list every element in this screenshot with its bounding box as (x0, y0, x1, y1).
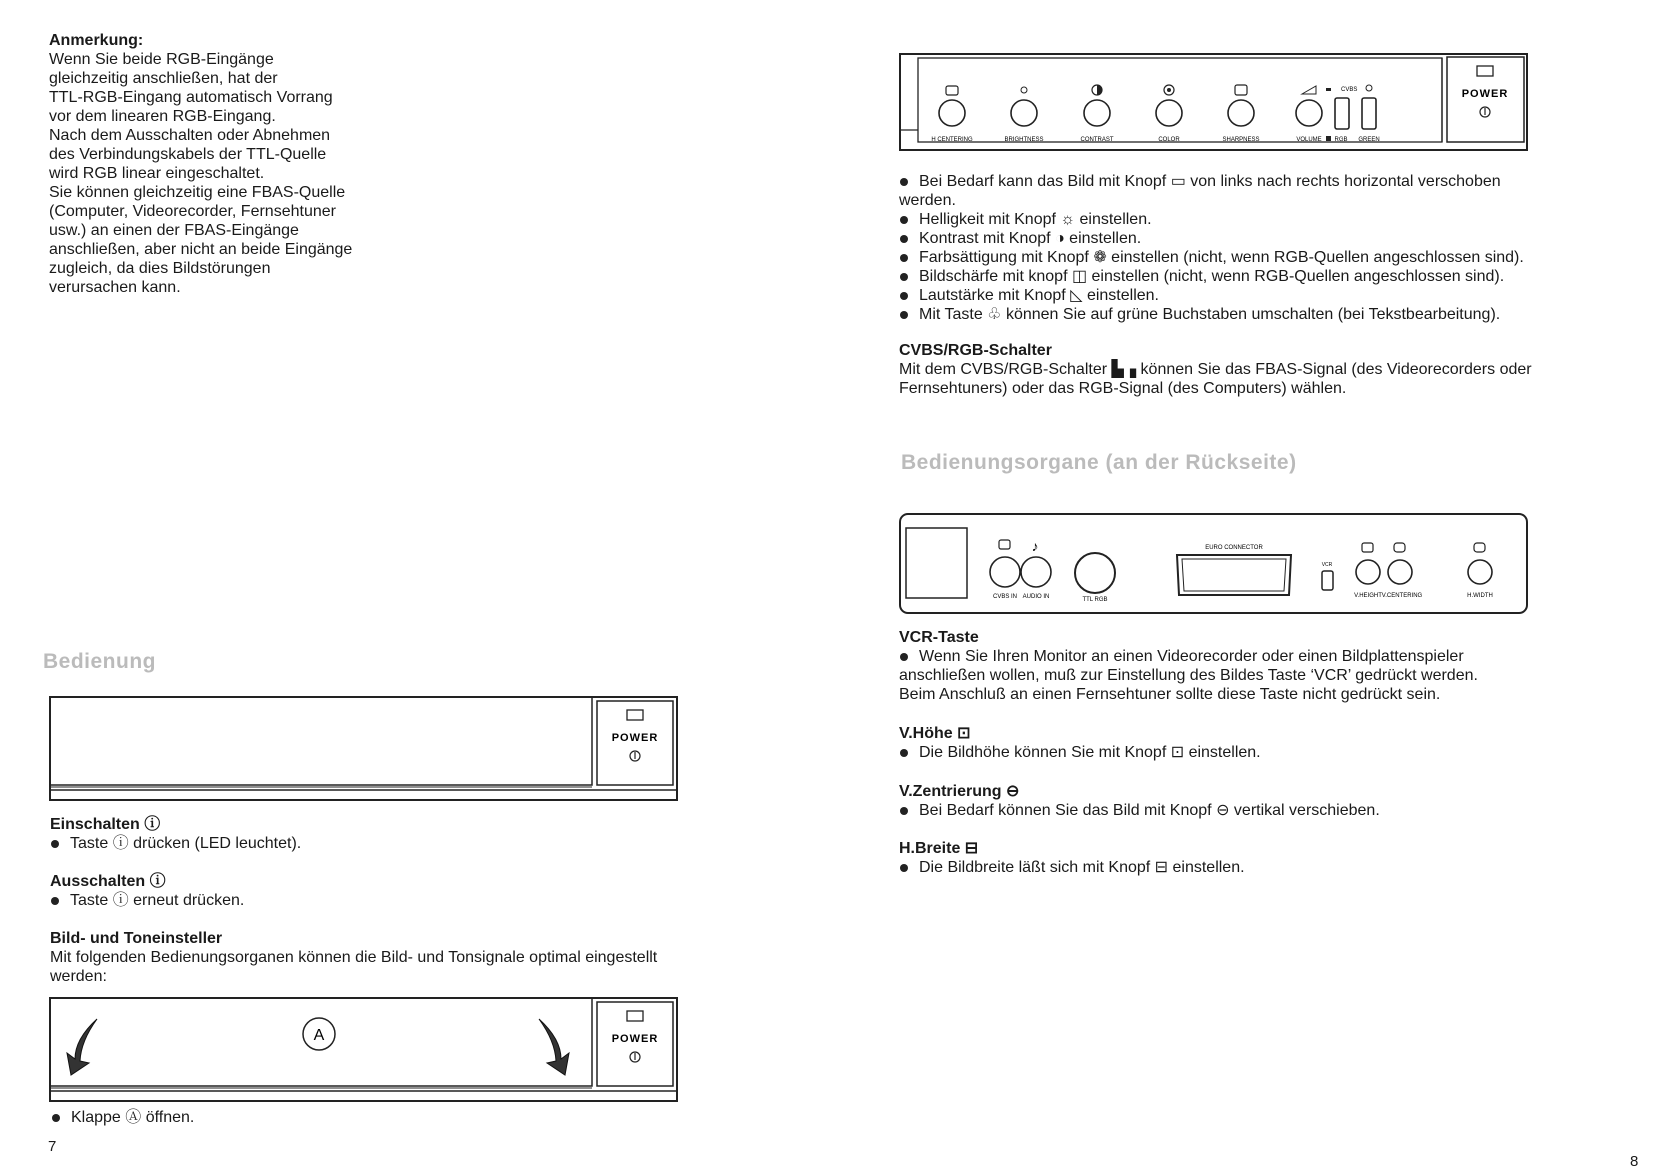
brightness-knob (1011, 87, 1037, 126)
switch-on-title: Einschalten ⓘ (50, 816, 161, 833)
cvbs-label: CVBS (1341, 87, 1358, 93)
note-line: TTL-RGB-Eingang automatisch Vorrang (49, 89, 333, 106)
bullet-sharpness: Bildschärfe mit knopf ◫ einstellen (nicht, wenn RGB-Quellen angeschlossen sind). (899, 267, 1524, 286)
brightness-label: BRIGHTNESS (1004, 137, 1044, 143)
volume-label: VOLUME (1296, 137, 1322, 143)
color-knob (1156, 85, 1182, 126)
audio-in-label: AUDIO IN (1022, 594, 1050, 600)
cvbs-rgb-switch (1326, 87, 1357, 129)
note-line: wird RGB linear eingeschaltet. (49, 165, 265, 182)
cvbs-rgb-title: CVBS/RGB-Schalter (899, 342, 1052, 359)
switch-off-block (50, 872, 244, 910)
cvbs-rgb-line: Fernsehtuners) oder das RGB-Signal (des Computers) wählen. (899, 380, 1347, 397)
bullet-color: Farbsättigung mit Knopf ❁ einstellen (nicht, wenn RGB-Quellen angeschlossen sind). (899, 248, 1524, 267)
cvbs-rgb-line: Mit dem CVBS/RGB-Schalter ▙▗ können Sie das FBAS-Signal (des Videorecorders oder (899, 361, 1532, 378)
picture-sound-title: Bild- und Toneinsteller (50, 930, 223, 947)
flap-marker-label: A (313, 1027, 325, 1044)
h-width-knob (1468, 543, 1492, 584)
color-label: COLOR (1158, 137, 1180, 143)
note-line: vor dem linearen RGB-Eingang. (49, 108, 276, 125)
hwidth-bullet: Die Bildbreite läßt sich mit Knopf ⊟ einstellen. (899, 858, 1245, 877)
note-line: verursachen kann. (49, 279, 181, 296)
switch-on-bullet: Taste ⓘ drücken (LED leuchtet). (50, 834, 301, 853)
music-note-icon: ♪ (1031, 538, 1039, 554)
note-line: Nach dem Ausschalten oder Abnehmen (49, 127, 331, 144)
arrow-down-right-icon (539, 1019, 569, 1075)
vcenter-bullet: Bei Bedarf können Sie das Bild mit Knopf ⊖ vertikal verschieben. (899, 801, 1380, 820)
power-label: POWER (611, 1033, 659, 1045)
page-number-right: 8 (1630, 1153, 1639, 1170)
vheight-title: V.Höhe ⊡ (899, 725, 971, 742)
v-height-label: V.HEIGHT (1354, 593, 1382, 599)
sharpness-knob (1228, 85, 1254, 126)
cvbs-in-jack (990, 540, 1020, 587)
bullet-green: Mit Taste ♧ können Sie auf grüne Buchstaben umschalten (bei Tekstbearbeitung). (899, 305, 1524, 324)
section-title-rear: Bedienungsorgane (an der Rückseite) (901, 451, 1297, 474)
knob-bullet-list (899, 172, 1524, 324)
vcr-line: anschließen wollen, muß zur Einstellung des Bildes Taste ‘VCR’ gedrückt werden. (899, 667, 1478, 684)
vcr-button (1322, 571, 1333, 590)
monitor-front-closed-illustration (49, 696, 679, 802)
h-centering-label: H CENTERING (931, 137, 973, 143)
page-number-left: 7 (48, 1138, 57, 1155)
v-height-knob (1356, 543, 1380, 584)
vcr-line: Beim Anschluß an einen Fernsehtuner sollte diese Taste nicht gedrückt sein. (899, 686, 1441, 703)
vcr-label: VCR (1321, 562, 1333, 568)
flap-bullet: Klappe Ⓐ öffnen. (51, 1108, 1662, 1127)
front-control-panel-illustration (899, 52, 1529, 152)
euro-connector (1177, 555, 1291, 595)
note-line: Wenn Sie beide RGB-Eingänge (49, 51, 274, 68)
h-centering-knob (939, 86, 965, 126)
vcr-line: Wenn Sie Ihren Monitor an einen Videorecorder oder einen Bildplattenspieler (899, 647, 1478, 666)
vheight-bullet: Die Bildhöhe können Sie mit Knopf ⊡ einstellen. (899, 743, 1261, 762)
v-centering-knob (1388, 543, 1412, 584)
power-label: POWER (1461, 88, 1509, 100)
picture-sound-block (50, 929, 657, 986)
picture-sound-line: werden: (50, 968, 107, 985)
note-title: Anmerkung: (49, 32, 144, 49)
bullet-contrast: Kontrast mit Knopf ◑ einstellen. (899, 229, 1524, 248)
contrast-knob (1084, 85, 1110, 126)
contrast-label: CONTRAST (1080, 137, 1114, 143)
monitor-front-flap-illustration (49, 997, 679, 1103)
ttl-rgb-label: TTL RGB (1082, 597, 1108, 603)
hwidth-block (899, 839, 1245, 877)
bullet-volume: Lautstärke mit Knopf ◺ einstellen. (899, 286, 1524, 305)
hwidth-title: H.Breite ⊟ (899, 840, 979, 857)
note-line: zugleich, da dies Bildstörungen (49, 260, 271, 277)
switch-off-title: Ausschalten ⓘ (50, 873, 166, 890)
cvbs-rgb-block (899, 341, 1532, 398)
picture-sound-line: Mit folgenden Bedienungsorganen können die Bild- und Tonsignale optimal eingestellt (50, 949, 658, 966)
h-width-label: H.WIDTH (1467, 593, 1493, 599)
vheight-block (899, 724, 1261, 762)
volume-knob (1296, 86, 1322, 126)
v-centering-label: V.CENTERING (1381, 593, 1423, 599)
note-line: anschließen, aber nicht an beide Eingänge (49, 241, 353, 258)
cvbs-in-label: CVBS IN (992, 594, 1018, 600)
bullet-h-centering-cont: werden. (899, 192, 956, 209)
note-block (49, 31, 352, 297)
sharpness-label: SHARPNESS (1222, 137, 1260, 143)
green-button (1362, 85, 1376, 129)
bullet-brightness: Helligkeit mit Knopf ☼ einstellen. (899, 210, 1524, 229)
euro-connector-label: EURO CONNECTOR (1205, 545, 1263, 551)
note-line: des Verbindungskabels der TTL-Quelle (49, 146, 327, 163)
vcenter-title: V.Zentrierung ⊖ (899, 783, 1020, 800)
vcr-block (899, 628, 1478, 704)
switch-off-bullet: Taste ⓘ erneut drücken. (50, 891, 244, 910)
section-title-bedienung: Bedienung (43, 650, 156, 673)
audio-in-jack (1021, 538, 1051, 587)
bullet-h-centering: Bei Bedarf kann das Bild mit Knopf ▭ von links nach rechts horizontal verschoben (899, 172, 1524, 191)
vcr-title: VCR-Taste (899, 629, 979, 646)
arrow-down-left-icon (67, 1019, 97, 1075)
power-label: POWER (611, 732, 659, 744)
vcenter-block (899, 782, 1380, 820)
green-label: GREEN (1358, 137, 1380, 143)
rgb-label: RGB (1334, 137, 1348, 143)
note-line: gleichzeitig anschließen, hat der (49, 70, 278, 87)
note-line: Sie können gleichzeitig eine FBAS-Quelle (49, 184, 346, 201)
switch-on-block (50, 815, 301, 853)
note-line: (Computer, Videorecorder, Fernsehtuner (49, 203, 336, 220)
rear-panel-illustration (899, 511, 1529, 617)
ttl-rgb-connector (1075, 553, 1115, 593)
note-line: usw.) an einen der FBAS-Eingänge (49, 222, 299, 239)
